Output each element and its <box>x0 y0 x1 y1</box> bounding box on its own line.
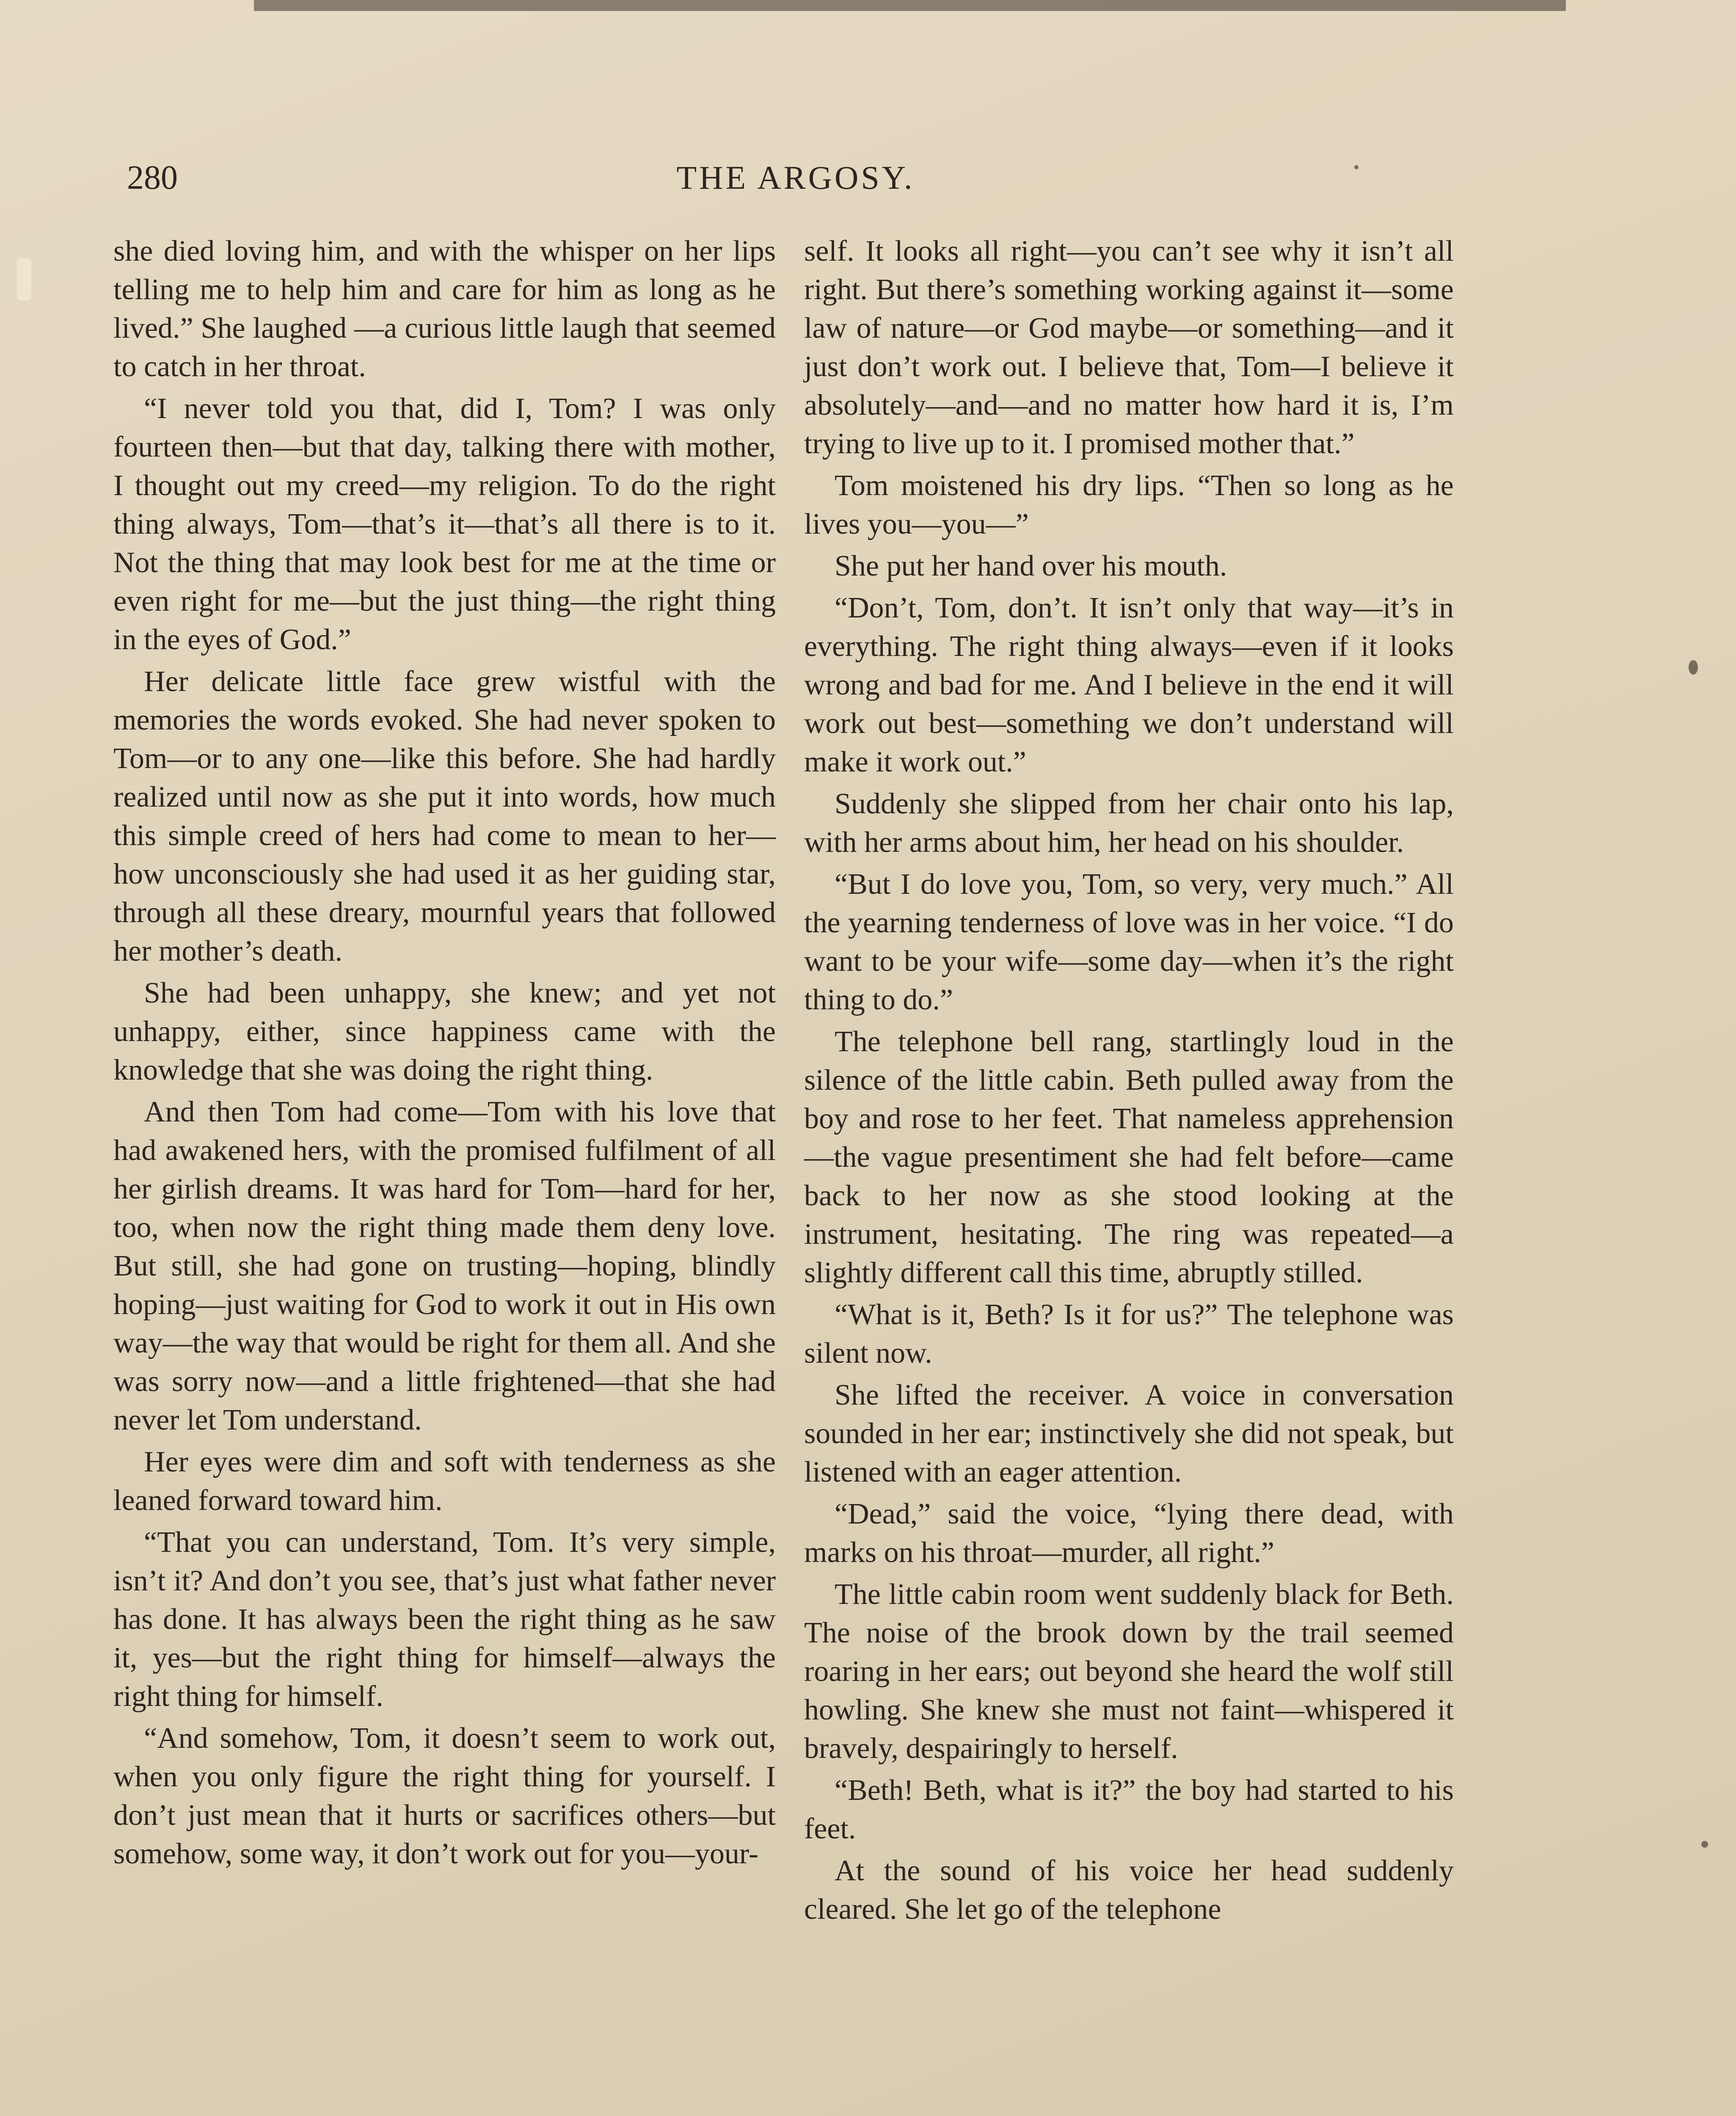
paper-speck <box>1689 660 1698 675</box>
paragraph: “That you can understand, Tom. It’s very simple, isn’t it? And don’t you see, that’s just what father never has done. It has always been the right thing as he saw it, yes—but the right thing for himself—always the right thing for himself. <box>113 1526 776 1713</box>
right-column <box>804 232 1454 1932</box>
paragraph: self. It looks all right—you can’t see why it isn’t all right. But there’s something working against it—some law of nature—or God maybe—or something—and it just don’t work out. I believe that, Tom—I believe it absolutely—and—and no matter how hard it is, I’m trying to live up to it. I promised mother that.” <box>804 235 1454 460</box>
paper-speck <box>1701 1841 1708 1848</box>
paragraph: Tom moistened his dry lips. “Then so long as he lives you—you—” <box>804 469 1454 540</box>
paper-speck <box>1354 165 1358 169</box>
paragraph: “But I do love you, Tom, so very, very much.” All the yearning tenderness of love was in her voice. “I do want to be your wife—some day—when it’s the right thing to do.” <box>804 868 1454 1016</box>
paragraph: “What is it, Beth? Is it for us?” The telephone was silent now. <box>804 1298 1454 1369</box>
page-header <box>127 154 1464 201</box>
paragraph: she died loving him, and with the whisper on her lips telling me to help him and care for him as long as he lived.” She laughed —a curious little laugh that seemed to catch in her throat. <box>113 235 776 383</box>
running-title: THE ARGOSY. <box>676 159 915 196</box>
paragraph: “Dead,” said the voice, “lying there dead, with marks on his throat—murder, all right.” <box>804 1498 1454 1569</box>
paragraph: The telephone bell rang, startlingly loud in the silence of the little cabin. Beth pulled away from the boy and rose to her feet. That nameless apprehension—the vague presentiment she had felt before—came back to her now as she stood looking at the instrument, hesitating. The ring was repeated—a slightly different call this time, abruptly stilled. <box>804 1025 1454 1289</box>
paragraph: At the sound of his voice her head suddenly cleared. She let go of the telephone <box>804 1854 1454 1926</box>
paragraph: “Beth! Beth, what is it?” the boy had started to his feet. <box>804 1774 1454 1845</box>
torn-top-edge <box>254 0 1566 11</box>
paragraph: “Don’t, Tom, don’t. It isn’t only that way—it’s in everything. The right thing always—even if it looks wrong and bad for me. And I believe in the end it will work out best—something we don’t understand will make it work out.” <box>804 592 1454 778</box>
left-column <box>113 232 776 1876</box>
binding-tape <box>17 258 31 300</box>
paragraph: “I never told you that, did I, Tom? I was only fourteen then—but that day, talking there with mother, I thought out my creed—my religion. To do the right thing always, Tom—that’s it—that’s all there is to it. Not the thing that may look best for me at the time or even right for me—but the just thing—the right thing in the eyes of God.” <box>113 392 776 656</box>
paragraph: And then Tom had come—Tom with his love that had awakened hers, with the promised fulfilment of all her girlish dreams. It was hard for Tom—hard for her, too, when now the right thing made them deny love. But still, she had gone on trusting—hoping, blindly hoping—just waiting for God to work it out in His own way—the way that would be right for them all. And she was sorry now—and a little frightened—that she had never let Tom understand. <box>113 1096 776 1436</box>
paragraph: “And somehow, Tom, it doesn’t seem to work out, when you only figure the right thing for yourself. I don’t just mean that it hurts or sacrifices others—but somehow, some way, it don’t work out for you—your- <box>113 1722 776 1870</box>
paragraph: She put her hand over his mouth. <box>835 550 1227 582</box>
paragraph: The little cabin room went suddenly black for Beth. The noise of the brook down by the trail seemed roaring in her ears; out beyond she heard the wolf still howling. She knew she must not faint—whispered it bravely, despairingly to herself. <box>804 1578 1454 1765</box>
paragraph: She had been unhappy, she knew; and yet not unhappy, either, since happiness came with the knowledge that she was doing the right thing. <box>113 977 776 1086</box>
paragraph: Suddenly she slipped from her chair onto his lap, with her arms about him, her head on his shoulder. <box>804 788 1454 859</box>
paragraph: Her delicate little face grew wistful with the memories the words evoked. She had never spoken to Tom—or to any one—like this before. She had hardly realized until now as she put it into words, how much this simple creed of hers had come to mean to her—how unconsciously she had used it as her guiding star, through all these dreary, mournful years that followed her mother’s death. <box>113 665 776 967</box>
page-number: 280 <box>127 159 178 196</box>
paragraph: She lifted the receiver. A voice in conversation sounded in her ear; instinctively she did not speak, but listened with an eager attention. <box>804 1379 1454 1488</box>
paragraph: Her eyes were dim and soft with tenderness as she leaned forward toward him. <box>113 1446 776 1517</box>
